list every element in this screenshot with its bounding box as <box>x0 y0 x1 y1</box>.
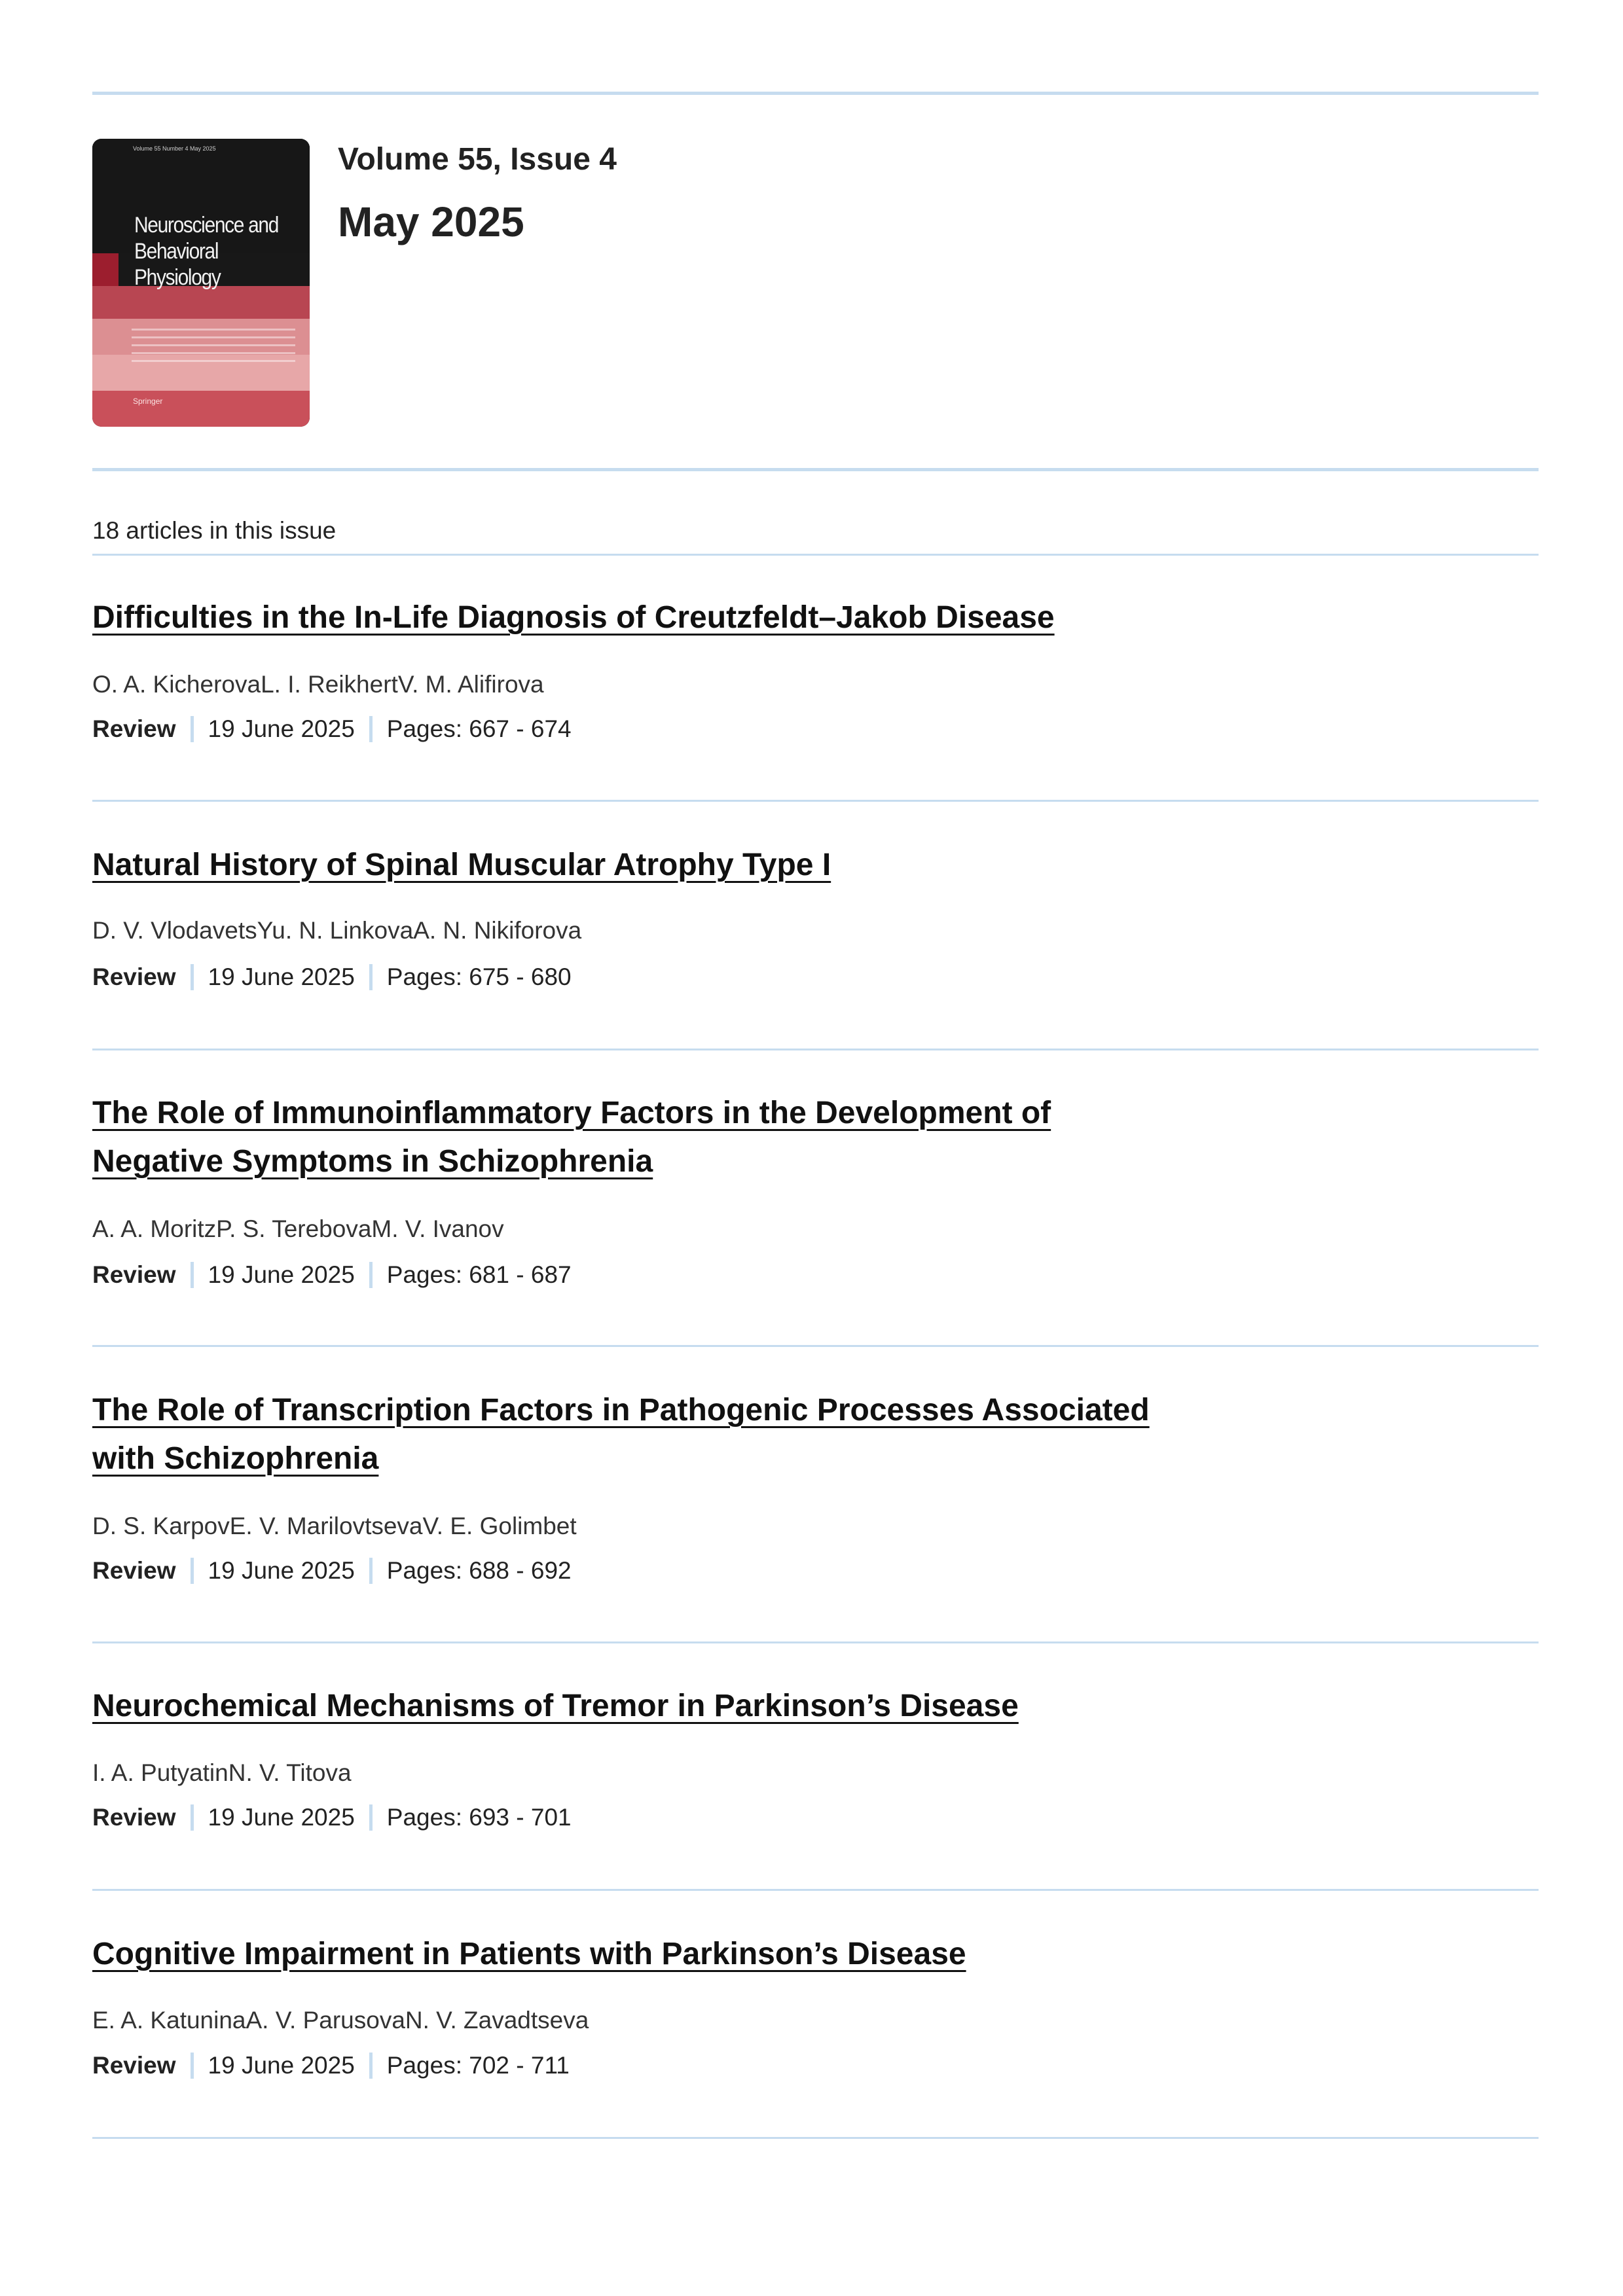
article-authors: E. A. KatuninaA. V. ParusovaN. V. Zavadtseva <box>92 2007 589 2034</box>
article-meta <box>92 1557 572 1585</box>
article-date: 19 June 2025 <box>208 1261 355 1288</box>
meta-separator <box>369 1558 373 1584</box>
article-divider <box>92 2137 1539 2139</box>
article-divider <box>92 1641 1539 1643</box>
journal-cover-image[interactable] <box>92 139 310 427</box>
article-authors: A. A. MoritzP. S. TerebovaM. V. Ivanov <box>92 1215 504 1242</box>
article-title-link[interactable]: Natural History of Spinal Muscular Atrophy Type I <box>92 848 831 882</box>
article-pages: Pages: 681 - 687 <box>386 1261 572 1288</box>
article-pages: Pages: 675 - 680 <box>386 963 572 990</box>
article-divider <box>92 800 1539 802</box>
meta-separator <box>369 2053 373 2079</box>
meta-separator <box>191 1804 194 1831</box>
article-meta <box>92 1261 572 1289</box>
article-authors: I. A. PutyatinN. V. Titova <box>92 1759 352 1786</box>
article-authors: D. V. VlodavetsYu. N. LinkovaA. N. Nikiforova <box>92 917 582 944</box>
meta-separator <box>191 716 194 742</box>
article-title-link[interactable]: The Role of Transcription Factors in Pathogenic Processes Associated <box>92 1393 1150 1427</box>
issue-date-heading: May 2025 <box>338 198 524 245</box>
article-title-link[interactable]: Difficulties in the In-Life Diagnosis of Creutzfeldt–Jakob Disease <box>92 600 1055 635</box>
volume-issue-heading: Volume 55, Issue 4 <box>338 142 617 177</box>
meta-separator <box>369 964 373 990</box>
article-divider <box>92 1049 1539 1050</box>
article-title-link[interactable]: Negative Symptoms in Schizophrenia <box>92 1144 653 1179</box>
article-type: Review <box>92 715 176 742</box>
article-date: 19 June 2025 <box>208 2052 355 2079</box>
article-title-link[interactable]: Neurochemical Mechanisms of Tremor in Parkinson’s Disease <box>92 1689 1019 1723</box>
article-meta <box>92 963 572 991</box>
article-pages: Pages: 702 - 711 <box>386 2052 570 2079</box>
article-type: Review <box>92 1557 176 1584</box>
article-divider <box>92 1889 1539 1891</box>
article-title-link[interactable]: The Role of Immunoinflammatory Factors in the Development of <box>92 1096 1051 1130</box>
meta-separator <box>191 1558 194 1584</box>
article-title-link[interactable]: Cognitive Impairment in Patients with Parkinson’s Disease <box>92 1937 966 1971</box>
article-count: 18 articles in this issue <box>92 517 337 544</box>
article-pages: Pages: 693 - 701 <box>386 1804 572 1831</box>
cover-band <box>92 391 310 427</box>
article-date: 19 June 2025 <box>208 1804 355 1831</box>
article-type: Review <box>92 963 176 990</box>
header-divider <box>92 468 1539 471</box>
cover-issue-line: Volume 55 Number 4 May 2025 <box>133 145 216 152</box>
issue-page <box>92 0 1539 2296</box>
meta-separator <box>369 1804 373 1831</box>
article-date: 19 June 2025 <box>208 963 355 990</box>
meta-separator <box>191 2053 194 2079</box>
article-meta <box>92 2052 570 2079</box>
article-date: 19 June 2025 <box>208 1557 355 1584</box>
article-type: Review <box>92 1261 176 1288</box>
article-type: Review <box>92 1804 176 1831</box>
article-divider <box>92 1345 1539 1347</box>
meta-separator <box>369 1262 373 1288</box>
meta-separator <box>191 1262 194 1288</box>
meta-separator <box>191 964 194 990</box>
article-meta <box>92 1804 572 1831</box>
meta-separator <box>369 716 373 742</box>
list-divider <box>92 554 1539 556</box>
article-pages: Pages: 688 - 692 <box>386 1557 572 1584</box>
article-title-link[interactable]: with Schizophrenia <box>92 1441 379 1476</box>
article-meta <box>92 715 572 743</box>
article-authors: O. A. KicherovaL. I. ReikhertV. M. Alifirova <box>92 671 544 698</box>
issue-header <box>92 139 1539 427</box>
cover-journal-title: Neuroscience and Behavioral Physiology <box>134 213 279 290</box>
publisher-logo: Springer <box>133 397 163 406</box>
article-pages: Pages: 667 - 674 <box>386 715 572 742</box>
cover-band <box>92 286 310 319</box>
cover-contents-lines <box>132 329 295 368</box>
article-date: 19 June 2025 <box>208 715 355 742</box>
article-authors: D. S. KarpovE. V. MarilovtsevaV. E. Golimbet <box>92 1513 577 1539</box>
top-divider <box>92 92 1539 95</box>
article-type: Review <box>92 2052 176 2079</box>
cover-band <box>92 253 119 286</box>
